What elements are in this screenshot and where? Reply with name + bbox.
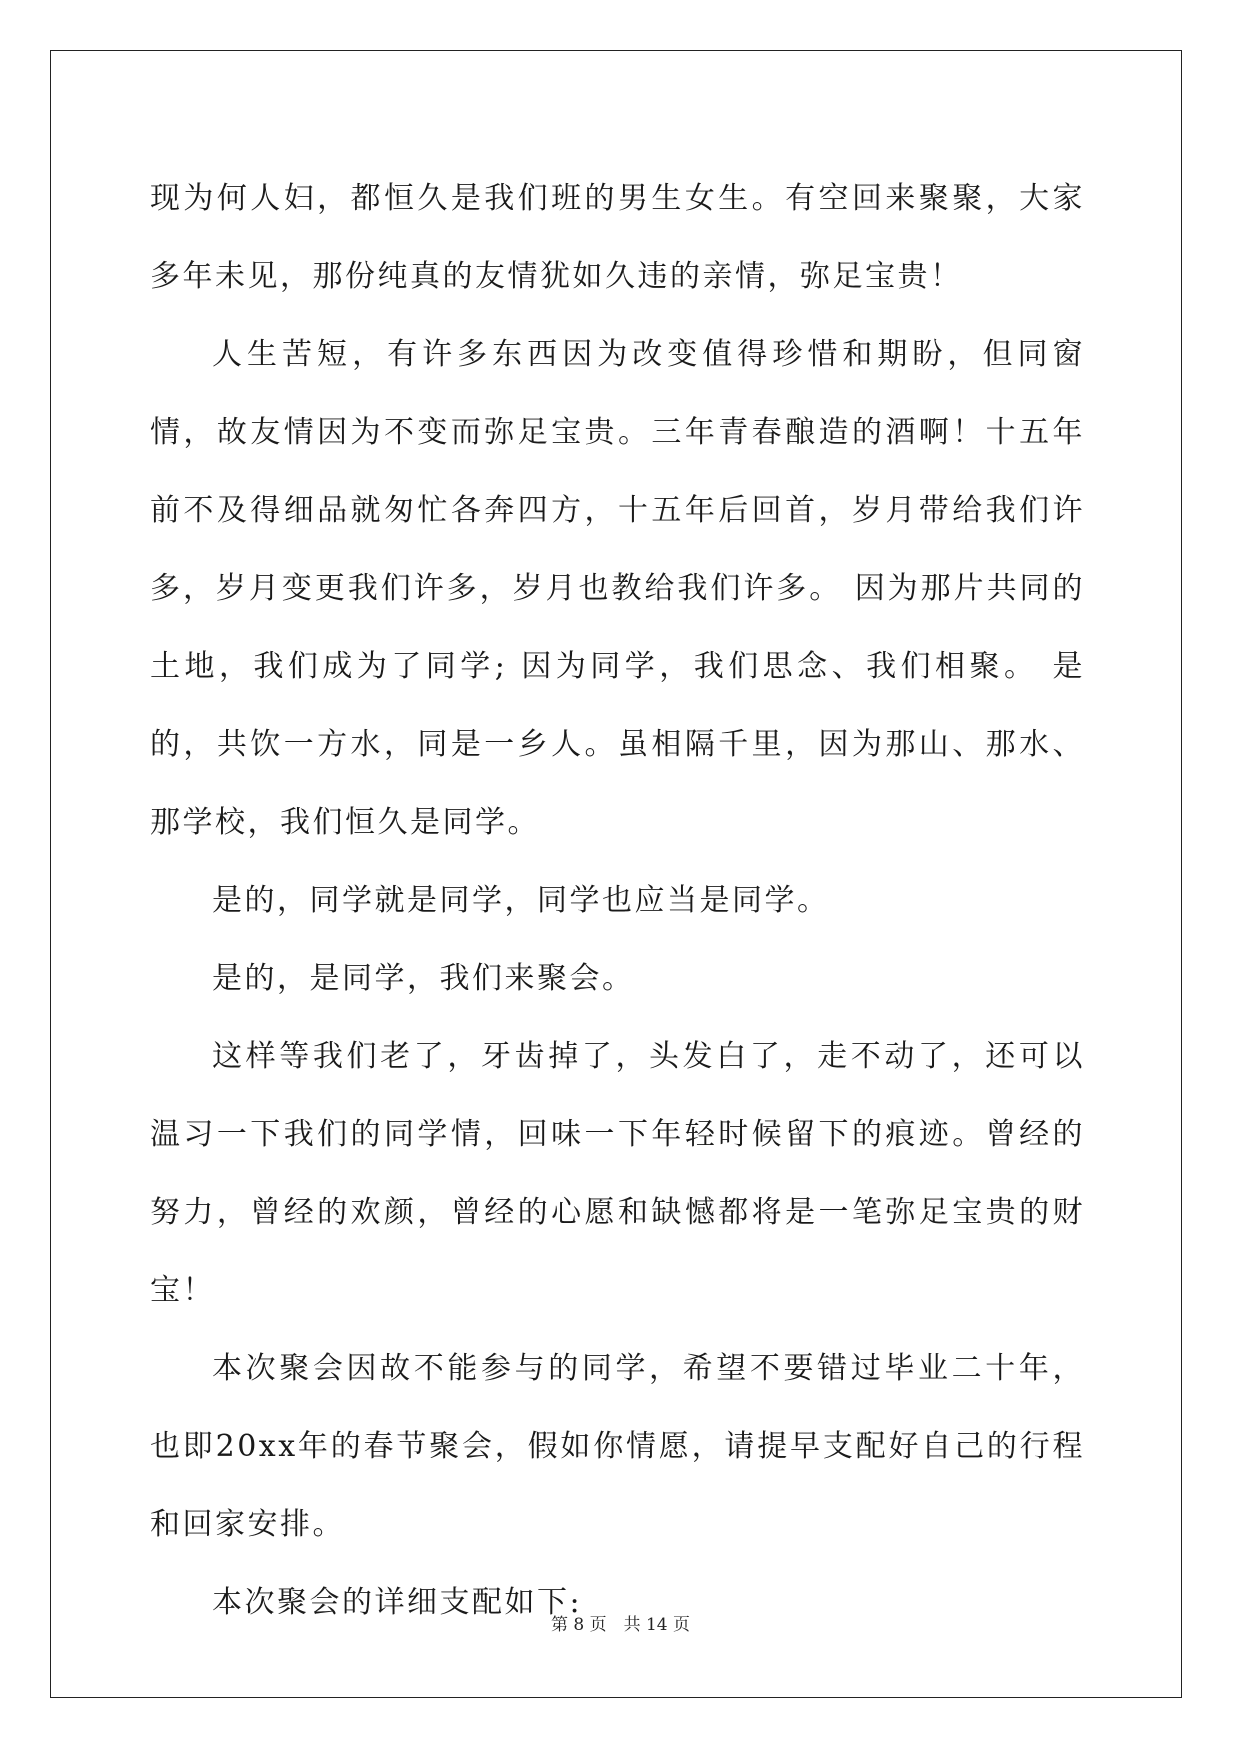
paragraph: 本次聚会因故不能参与的同学，希望不要错过毕业二十年，也即20xx年的春节聚会，假如你情愿，请提早支配好自己的行程和回家安排。 <box>150 1351 1085 1542</box>
paragraph: 本次聚会的详细支配如下: <box>212 1585 583 1620</box>
paragraph: 是的，是同学，我们来聚会。 <box>212 961 635 996</box>
paragraph: 现为何人妇，都恒久是我们班的男生女生。有空回来聚聚，大家多年未见，那份纯真的友情犹如久违的亲情，弥足宝贵！ <box>150 181 1085 294</box>
page-number-footer: 第 8 页 共 14 页 <box>550 1615 691 1635</box>
paragraph: 是的，同学就是同学，同学也应当是同学。 <box>212 883 830 918</box>
paragraph: 人生苦短，有许多东西因为改变值得珍惜和期盼，但同窗情，故友情因为不变而弥足宝贵。三年青春酿造的酒啊！十五年前不及得细品就匆忙各奔四方，十五年后回首，岁月带给我们许多，岁月变更我们许多，岁月也教给我们许多。 因为那片共同的土地，我们成为了同学; 因为同学，我们思念、我们相聚。 是的，共饮一方水，同是一乡人。虽相隔千里，因为那山、那水、那学校，我们恒久是同学。 <box>150 337 1085 840</box>
document-body <box>150 160 1085 1642</box>
paragraph: 这样等我们老了，牙齿掉了，头发白了，走不动了，还可以温习一下我们的同学情，回味一下年轻时候留下的痕迹。曾经的努力，曾经的欢颜，曾经的心愿和缺憾都将是一笔弥足宝贵的财宝！ <box>150 1039 1085 1308</box>
